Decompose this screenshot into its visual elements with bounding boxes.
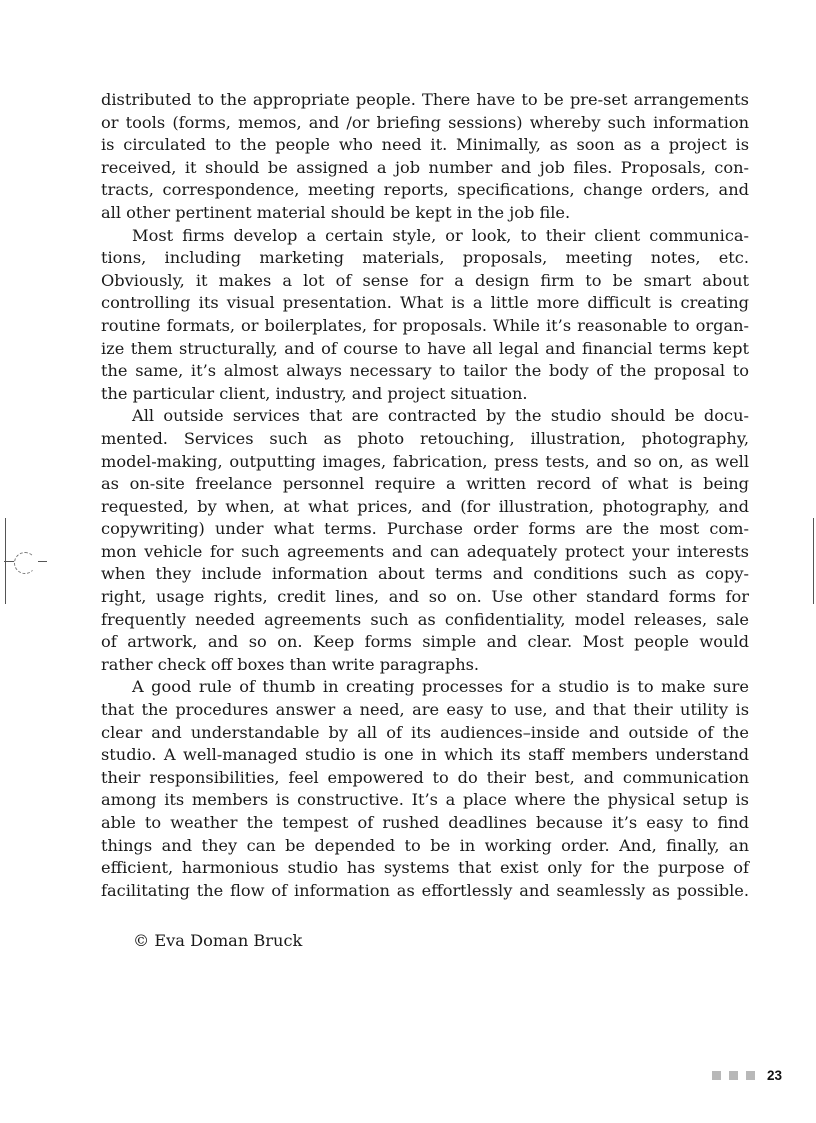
text-line: distributed to the appropriate people. There have to be pre-set arrangements xyxy=(101,90,749,109)
text-line: that the procedures answer a need, are easy to use, and that their utility is xyxy=(101,700,749,720)
text-line: model-making, outputting images, fabrication, press tests, and so on, as well xyxy=(101,451,749,471)
text-line: rather check off boxes than write paragraphs. xyxy=(101,654,480,674)
text-line: ize them structurally, and of course to have all legal and financial terms kept xyxy=(101,338,749,358)
text-line: right, usage rights, credit lines, and so on. Use other standard forms for xyxy=(101,587,749,607)
text-line: efficient, harmonious studio has systems that exist only for the purpose of xyxy=(101,858,749,878)
text-line: as on-site freelance personnel require a written record of what is being xyxy=(101,474,749,494)
text-line: tions, including marketing materials, proposals, meeting notes, etc. xyxy=(101,248,749,268)
text-line: routine formats, or boilerplates, for proposals. While it’s reasonable to organ- xyxy=(101,315,749,335)
crop-mark-right xyxy=(813,518,814,604)
text-line: all other pertinent material should be kept in the job file. xyxy=(101,202,571,222)
text-line: facilitating the flow of information as effortlessly and seamlessly as possible. xyxy=(101,880,749,900)
page-footer xyxy=(712,1068,782,1083)
text-line: is circulated to the people who need it. Minimally, as soon as a project is xyxy=(101,135,749,155)
text-line: mon vehicle for such agreements and can adequately protect your interests xyxy=(101,541,749,561)
text-line: Most firms develop a certain style, or look, to their client communica- xyxy=(132,225,749,245)
crop-mark-tick xyxy=(38,561,47,562)
text-line: able to weather the tempest of rushed deadlines because it’s easy to find xyxy=(101,813,749,832)
text-line: requested, by when, at what prices, and (for illustration, photography, and xyxy=(101,496,749,516)
text-line: tracts, correspondence, meeting reports, specifications, change orders, and xyxy=(101,180,749,200)
text-line: controlling its visual presentation. What is a little more difficult is creating xyxy=(101,293,749,313)
text-line: of artwork, and so on. Keep forms simple and clear. Most people would xyxy=(101,632,749,652)
text-line: copywriting) under what terms. Purchase order forms are the most com- xyxy=(101,519,749,539)
text-line: Obviously, it makes a lot of sense for a design firm to be smart about xyxy=(101,270,749,290)
registration-mark xyxy=(14,552,36,574)
decorative-square-icon xyxy=(712,1071,721,1080)
text-line: mented. Services such as photo retouching, illustration, photography, xyxy=(101,428,749,448)
text-line: or tools (forms, memos, and /or briefing sessions) whereby such information xyxy=(101,112,749,132)
text-line: things and they can be depended to be in working order. And, finally, an xyxy=(101,835,749,855)
decorative-square-icon xyxy=(746,1071,755,1080)
text-line: their responsibilities, feel empowered to do their best, and communication xyxy=(101,767,749,787)
text-line: All outside services that are contracted by the studio should be docu- xyxy=(132,406,749,426)
text-line: studio. A well-managed studio is one in which its staff members understand xyxy=(101,745,749,765)
body-text xyxy=(101,89,749,902)
text-line: the same, it’s almost always necessary to tailor the body of the proposal to xyxy=(101,361,749,381)
text-line: A good rule of thumb in creating processes for a studio is to make sure xyxy=(132,677,749,697)
crop-mark-tick xyxy=(4,561,14,562)
copyright-line: © Eva Doman Bruck xyxy=(133,931,303,950)
decorative-square-icon xyxy=(729,1071,738,1080)
text-line: received, it should be assigned a job number and job files. Proposals, con- xyxy=(101,157,749,177)
text-line: the particular client, industry, and project situation. xyxy=(101,383,528,403)
text-line: among its members is constructive. It’s a place where the physical setup is xyxy=(101,790,749,810)
page-number: 23 xyxy=(766,1068,782,1083)
text-line: when they include information about terms and conditions such as copy- xyxy=(101,564,749,584)
text-line: frequently needed agreements such as confidentiality, model releases, sale xyxy=(101,609,749,629)
text-line: clear and understandable by all of its audiences–inside and outside of the xyxy=(101,722,749,742)
